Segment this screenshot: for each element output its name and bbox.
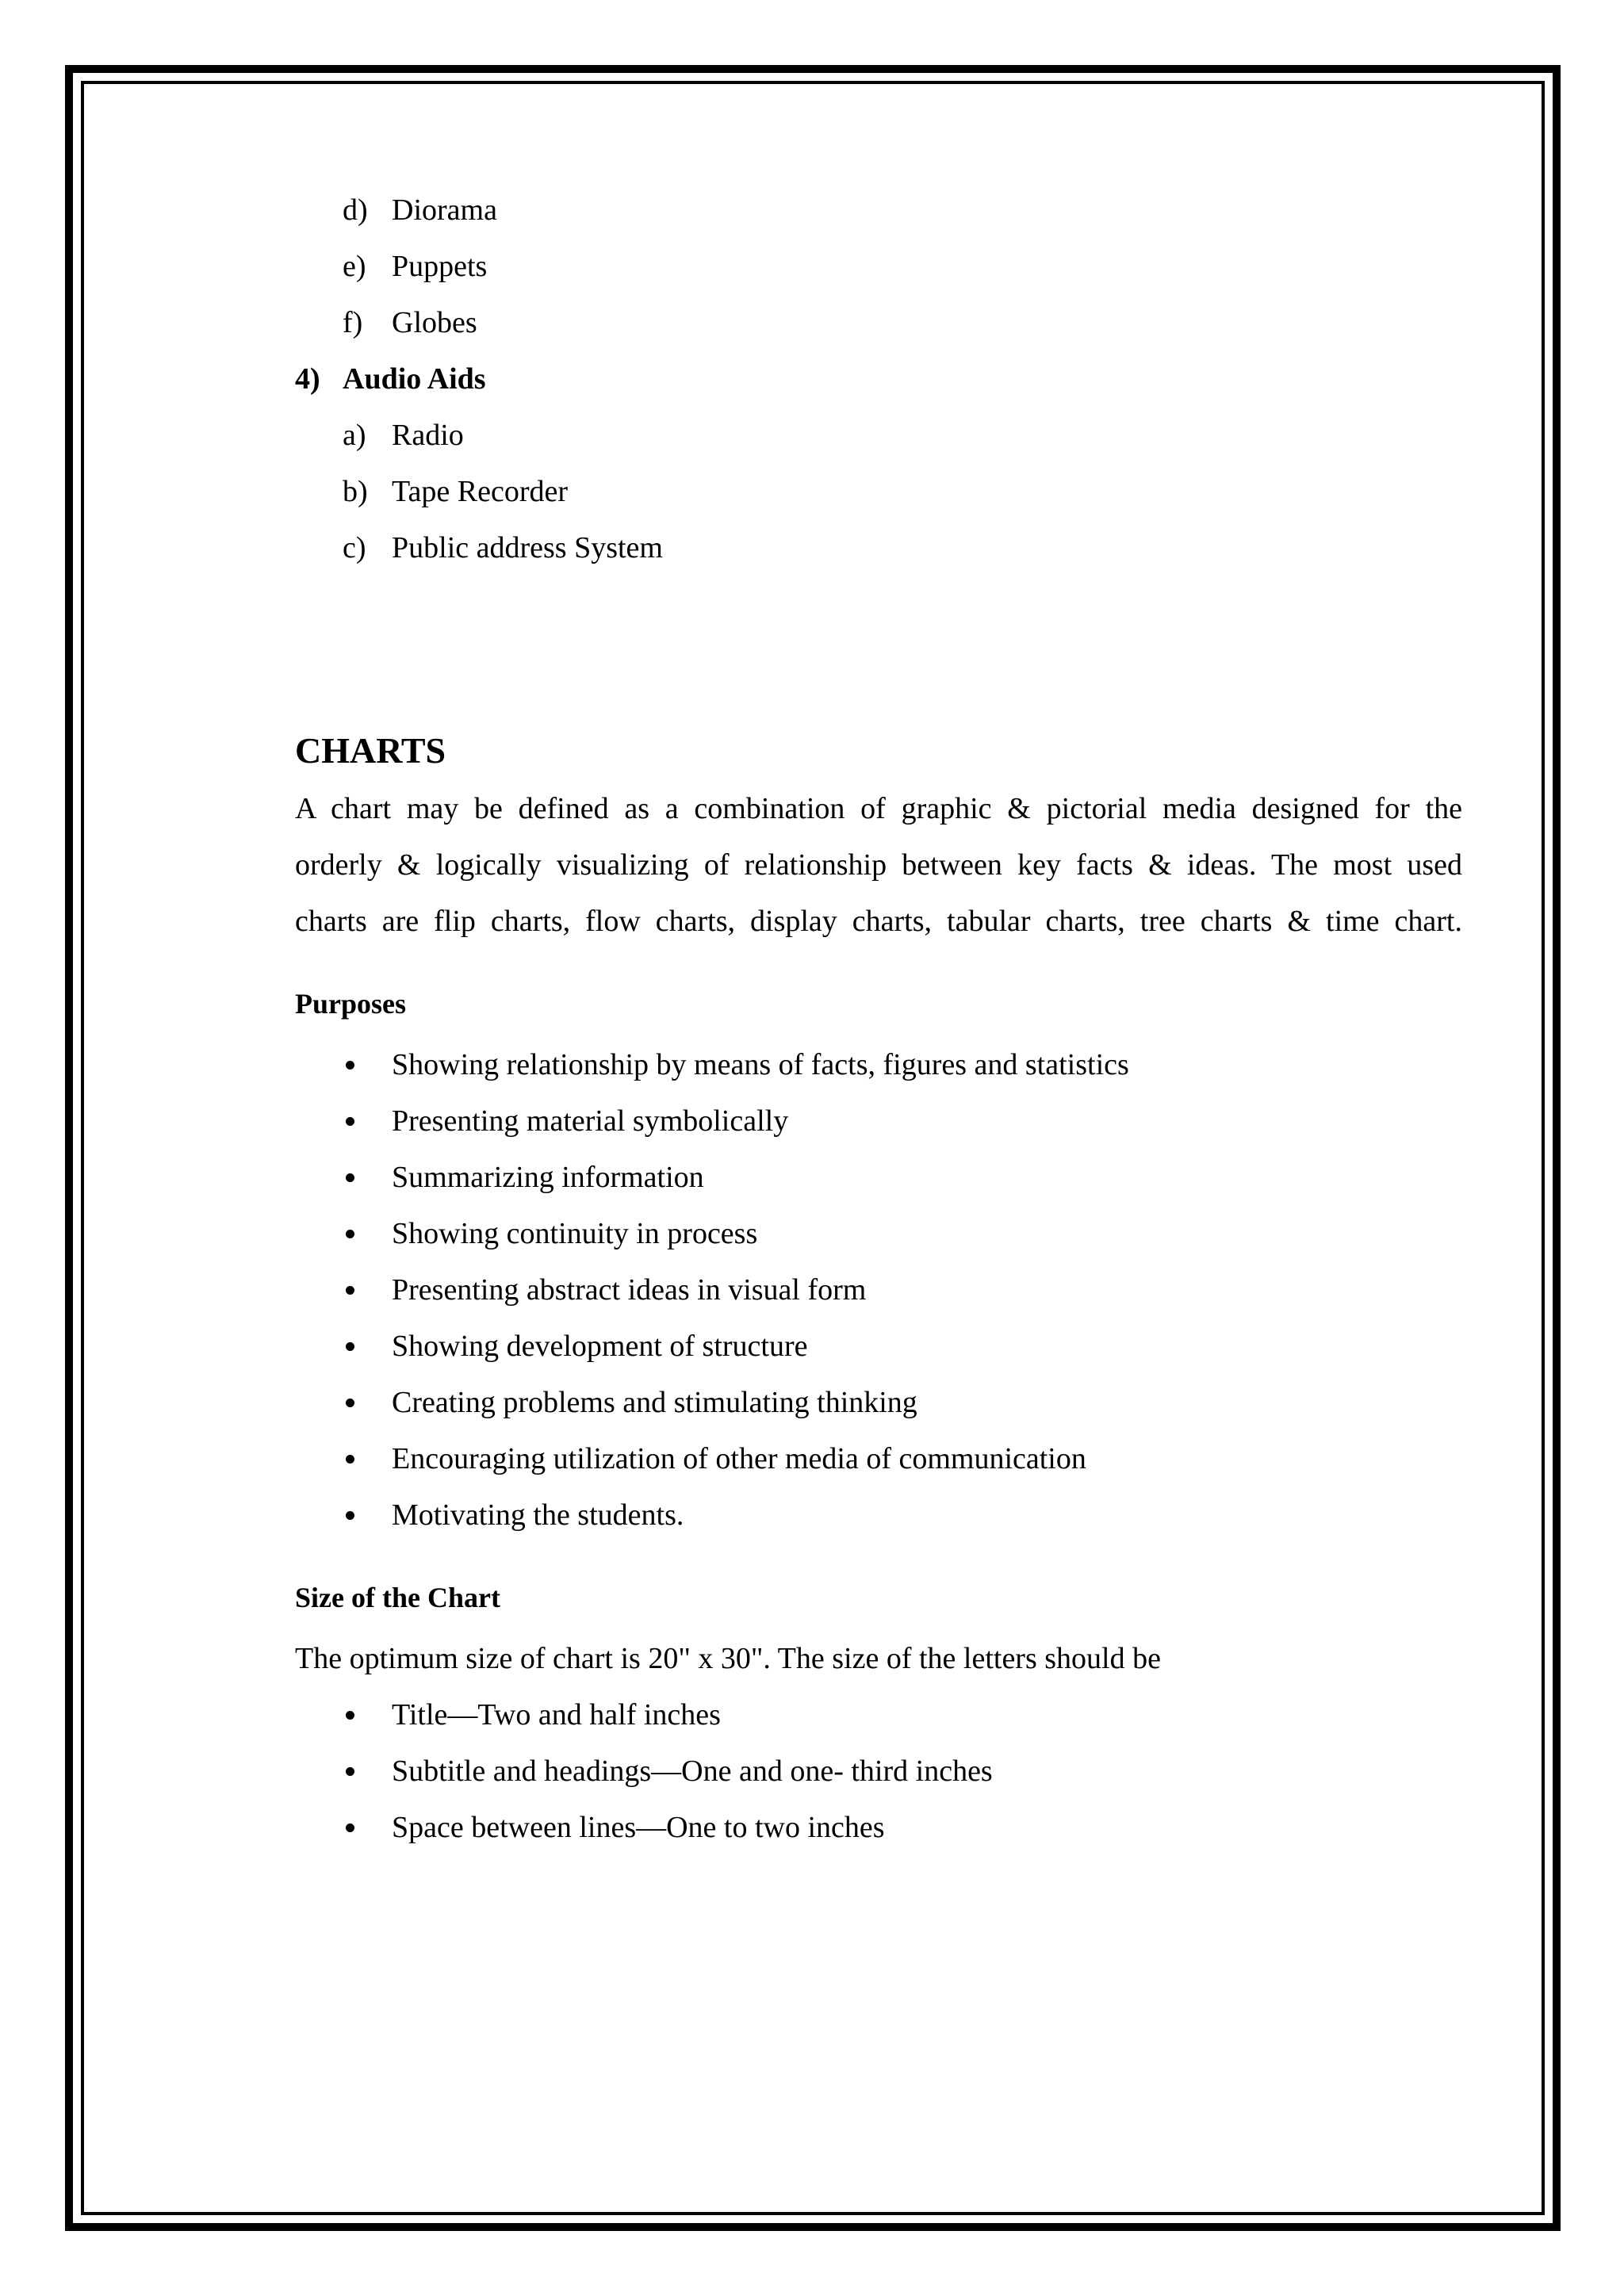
- list-item: [295, 1743, 1462, 1800]
- list-item-text: Summarizing information: [392, 1161, 704, 1194]
- list-item: [295, 1206, 1462, 1262]
- size-heading: Size of the Chart: [295, 1582, 500, 1613]
- list-item-text: Subtitle and headings—One and one- third inches: [392, 1755, 993, 1788]
- list-item-text: Presenting material symbolically: [392, 1104, 789, 1138]
- list-item: [295, 1318, 1462, 1375]
- list-item: [295, 1037, 1462, 1093]
- purposes-list: [295, 1037, 1462, 1544]
- list-item-text: Encouraging utilization of other media of communication: [392, 1442, 1086, 1475]
- list-item-text: Public address System: [392, 531, 663, 564]
- list-item-text: Diorama: [392, 193, 497, 227]
- list-item-text: Space between lines—One to two inches: [392, 1811, 885, 1844]
- list-item: [295, 1262, 1462, 1318]
- list-item-text: Showing development of structure: [392, 1330, 808, 1363]
- bullet-icon: [346, 1061, 354, 1070]
- list-item-text: Showing relationship by means of facts, figures and statistics: [392, 1048, 1129, 1081]
- list-marker: 4): [295, 362, 320, 396]
- list-item: [295, 1093, 1462, 1150]
- list-marker: e): [343, 250, 366, 283]
- list-item-text: Puppets: [392, 250, 488, 283]
- bullet-icon: [346, 1399, 354, 1407]
- list-item: [295, 464, 1462, 520]
- definition-line: charts are flip charts, flow charts, display charts, tabular charts, tree charts & time chart.: [295, 905, 1462, 938]
- list-marker: c): [343, 531, 366, 564]
- list-item: [295, 239, 1462, 295]
- list-item-text: Motivating the students.: [392, 1498, 684, 1532]
- size-intro: The optimum size of chart is 20" x 30". The size of the letters should be: [295, 1642, 1161, 1675]
- list-item: [295, 1431, 1462, 1487]
- list-item: [295, 1687, 1462, 1743]
- list-item: [295, 1487, 1462, 1544]
- bullet-icon: [346, 1711, 354, 1720]
- definition-line: orderly & logically visualizing of relationship between key facts & ideas. The most used: [295, 848, 1462, 882]
- bullet-icon: [346, 1342, 354, 1351]
- list-item: [295, 1375, 1462, 1431]
- bullet-icon: [346, 1767, 354, 1776]
- size-list: [295, 1687, 1462, 1856]
- list-marker: d): [343, 193, 368, 227]
- list-item-text: Presenting abstract ideas in visual form: [392, 1273, 867, 1307]
- list-marker: b): [343, 475, 368, 508]
- audio-aids-title: Audio Aids: [343, 362, 486, 396]
- list-item-text: Radio: [392, 419, 464, 452]
- list-item-text: Title—Two and half inches: [392, 1698, 721, 1732]
- list-item: [295, 295, 1462, 351]
- bullet-icon: [346, 1286, 354, 1295]
- definition-line: A chart may be defined as a combination of graphic & pictorial media designed for the: [295, 792, 1462, 825]
- purposes-heading: Purposes: [295, 988, 407, 1020]
- page-content: [295, 182, 1462, 1856]
- bullet-icon: [346, 1455, 354, 1464]
- bullet-icon: [346, 1230, 354, 1238]
- bullet-icon: [346, 1173, 354, 1182]
- charts-heading: CHARTS: [295, 730, 446, 771]
- list-item: [295, 182, 1462, 239]
- list-item: [295, 408, 1462, 464]
- list-item-text: Globes: [392, 306, 477, 339]
- audio-aids-list: [295, 408, 1462, 576]
- list-marker: a): [343, 419, 366, 452]
- list-item: [295, 520, 1462, 576]
- bullet-icon: [346, 1823, 354, 1832]
- list-continuation: [295, 182, 1462, 351]
- list-marker: f): [343, 306, 363, 339]
- list-item-text: Tape Recorder: [392, 475, 569, 508]
- charts-definition: [295, 781, 1462, 950]
- list-item: [295, 1800, 1462, 1856]
- audio-aids-heading: [295, 351, 1462, 408]
- list-item-text: Showing continuity in process: [392, 1217, 758, 1250]
- bullet-icon: [346, 1117, 354, 1126]
- list-item: [295, 1150, 1462, 1206]
- bullet-icon: [346, 1511, 354, 1520]
- list-item-text: Creating problems and stimulating thinking: [392, 1386, 917, 1419]
